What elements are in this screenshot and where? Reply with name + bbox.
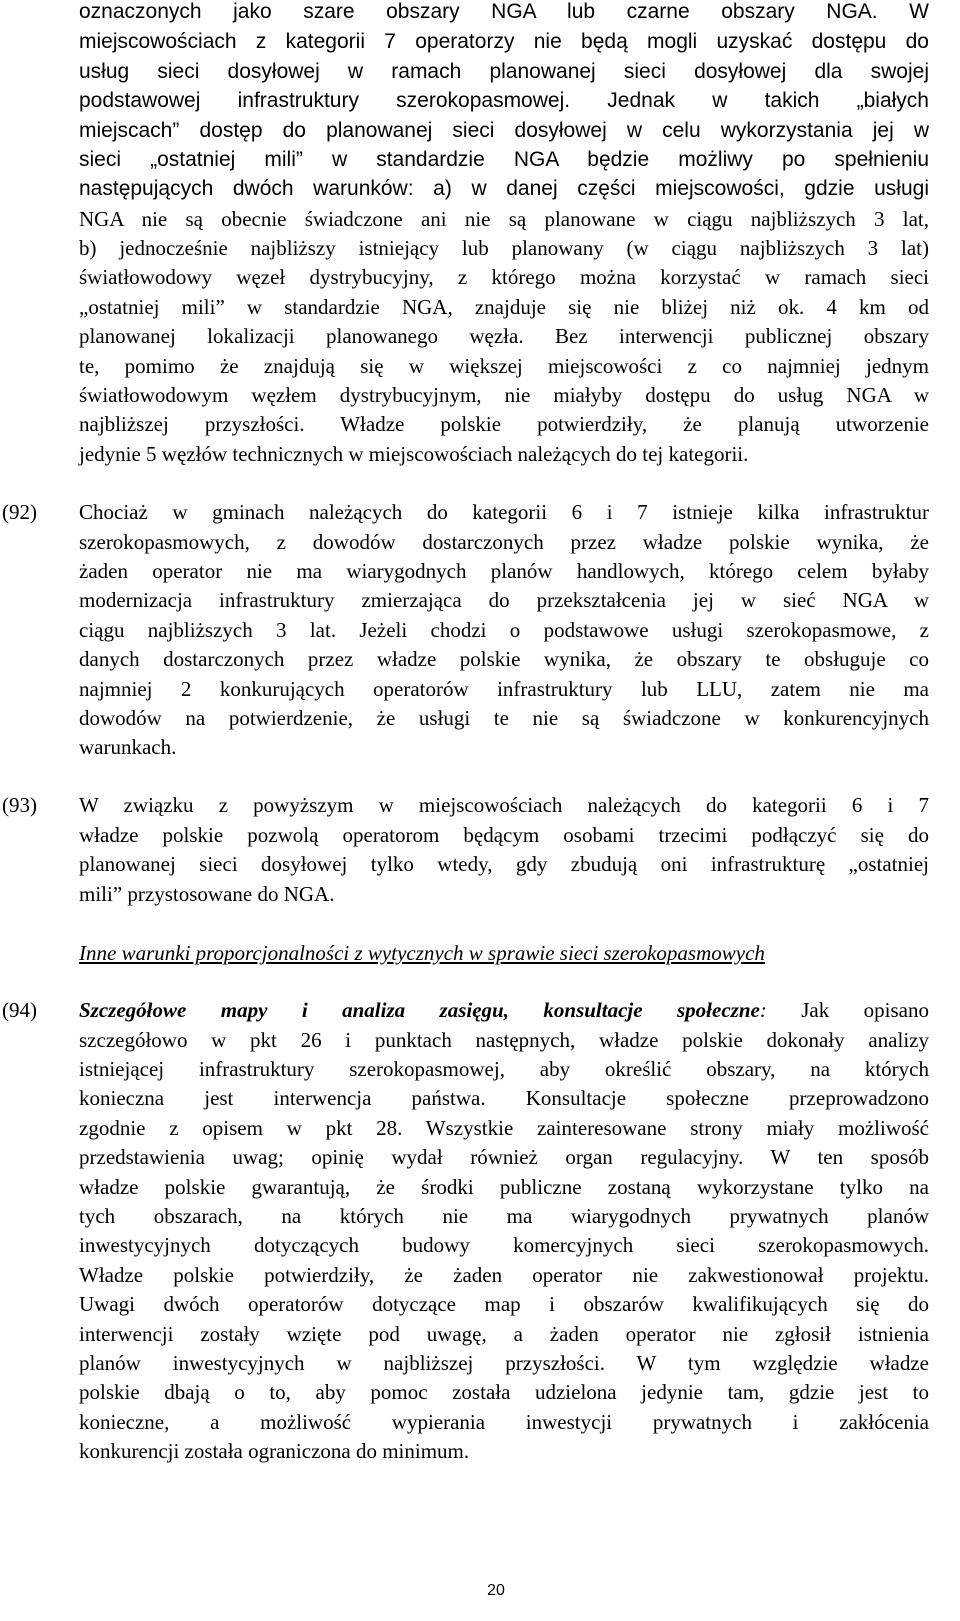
text-line: szczegółowo w pkt 26 i punktach następnych, władze polskie dokonały analizy — [79, 1028, 929, 1052]
text-line: warunkach. — [79, 735, 177, 759]
text-line: ciągu najbliższych 3 lat. Jeżeli chodzi o podstawowe usługi szerokopasmowe, z — [79, 618, 929, 642]
text-line: te, pomimo że znajdują się w większej miejscowości z co najmniej jednym — [79, 354, 929, 378]
text-line: władze polskie gwarantują, że środki publiczne zostaną wykorzystane tylko na — [79, 1175, 929, 1199]
text-line: tych obszarach, na których nie ma wiarygodnych prywatnych planów — [79, 1204, 929, 1228]
text-line: światłowodowy węzeł dystrybucyjny, z którego można korzystać w ramach sieci — [79, 265, 929, 289]
text-line-lead — [79, 995, 929, 1025]
text-line: miejscach” dostęp do planowanej sieci dosyłowej w celu wykorzystania jej w — [79, 119, 929, 142]
page-number: 20 — [487, 1582, 505, 1599]
text-line: istniejącej infrastruktury szerokopasmowej, aby określić obszary, na których — [79, 1057, 929, 1081]
text-line: „ostatniej mili” w standardzie NGA, znajduje się nie bliżej niż ok. 4 km od — [79, 295, 929, 319]
paragraph-number: (93) — [2, 793, 37, 817]
text-line: danych dostarczonych przez władze polskie wynika, że obszary te obsługuje co — [79, 647, 929, 671]
text-line: następujących dwóch warunków: a) w danej części miejscowości, gdzie usługi — [79, 177, 929, 200]
text-line: interwencji zostały wzięte pod uwagę, a żaden operator nie zgłosił istnienia — [79, 1322, 929, 1346]
text-line: szerokopasmowych, z dowodów dostarczonych przez władze polskie wynika, że — [79, 530, 929, 554]
text-line: Uwagi dwóch operatorów dotyczące map i obszarów kwalifikujących się do — [79, 1292, 929, 1316]
text-line: planowanej lokalizacji planowanego węzła. Bez interwencji publicznej obszary — [79, 324, 929, 348]
lead-colon: : — [759, 998, 767, 1022]
text-line: zgodnie z opisem w pkt 28. Wszystkie zainteresowane strony miały możliwość — [79, 1116, 929, 1140]
paragraph-number: (92) — [2, 500, 37, 524]
text-line: planów inwestycyjnych w najbliższej przyszłości. W tym względzie władze — [79, 1351, 929, 1375]
text-line: oznaczonych jako szare obszary NGA lub czarne obszary NGA. W — [79, 0, 929, 23]
text-line: miejscowościach z kategorii 7 operatorzy nie będą mogli uzyskać dostępu do — [79, 30, 929, 53]
text-line: dowodów na potwierdzenie, że usługi te nie są świadczone w konkurencyjnych — [79, 706, 929, 730]
text-line: b) jednocześnie najbliższy istniejący lub planowany (w ciągu najbliższych 3 lat) — [79, 236, 929, 260]
text-line: NGA nie są obecnie świadczone ani nie są planowane w ciągu najbliższych 3 lat, — [79, 207, 929, 231]
text-line: żaden operator nie ma wiarygodnych planów handlowych, którego celem byłaby — [79, 559, 929, 583]
text-line: podstawowej infrastruktury szerokopasmowej. Jednak w takich „białych — [79, 89, 929, 112]
text-line: Władze polskie potwierdziły, że żaden operator nie zakwestionował projektu. — [79, 1263, 929, 1287]
text-line: konkurencji została ograniczona do minimum. — [79, 1439, 470, 1463]
lead-rest: Jak opisano — [766, 998, 930, 1022]
lead-title: Szczegółowe mapy i analiza zasięgu, konsultacje społeczne — [79, 998, 760, 1022]
text-line: mili” przystosowane do NGA. — [79, 882, 335, 906]
paragraph-number: (94) — [2, 998, 37, 1022]
text-line: W związku z powyższym w miejscowościach należących do kategorii 6 i 7 — [79, 793, 929, 817]
text-line: przedstawienia uwag; opinię wydał również organ regulacyjny. W ten sposób — [79, 1145, 929, 1169]
text-line: sieci „ostatniej mili” w standardzie NGA będzie możliwy po spełnieniu — [79, 148, 929, 171]
text-line: jedynie 5 węzłów technicznych w miejscowościach należących do tej kategorii. — [79, 442, 749, 466]
text-line: modernizacja infrastruktury zmierzająca do przekształcenia jej w sieć NGA w — [79, 588, 929, 612]
section-heading: Inne warunki proporcjonalności z wytycznych w sprawie sieci szerokopasmowych — [79, 941, 765, 965]
text-line: usług sieci dosyłowej w ramach planowanej sieci dosyłowej dla swojej — [79, 60, 929, 83]
text-line: polskie dbają o to, aby pomoc została udzielona jedynie tam, gdzie jest to — [79, 1380, 929, 1404]
text-line: najmniej 2 konkurujących operatorów infrastruktury lub LLU, zatem nie ma — [79, 677, 929, 701]
text-line: władze polskie pozwolą operatorom będącym osobami trzecimi podłączyć się do — [79, 823, 929, 847]
text-line: konieczna jest interwencja państwa. Konsultacje społeczne przeprowadzono — [79, 1086, 929, 1110]
text-line: najbliższej przyszłości. Władze polskie potwierdziły, że planują utworzenie — [79, 412, 929, 436]
text-line: światłowodowym węzłem dystrybucyjnym, nie miałyby dostępu do usług NGA w — [79, 383, 929, 407]
text-line: planowanej sieci dosyłowej tylko wtedy, gdy zbudują oni infrastrukturę „ostatniej — [79, 852, 929, 876]
text-line: inwestycyjnych dotyczących budowy komercyjnych sieci szerokopasmowych. — [79, 1233, 929, 1257]
text-line: Chociaż w gminach należących do kategorii 6 i 7 istnieje kilka infrastruktur — [79, 500, 929, 524]
text-line: konieczne, a możliwość wypierania inwestycji prywatnych i zakłócenia — [79, 1410, 929, 1434]
